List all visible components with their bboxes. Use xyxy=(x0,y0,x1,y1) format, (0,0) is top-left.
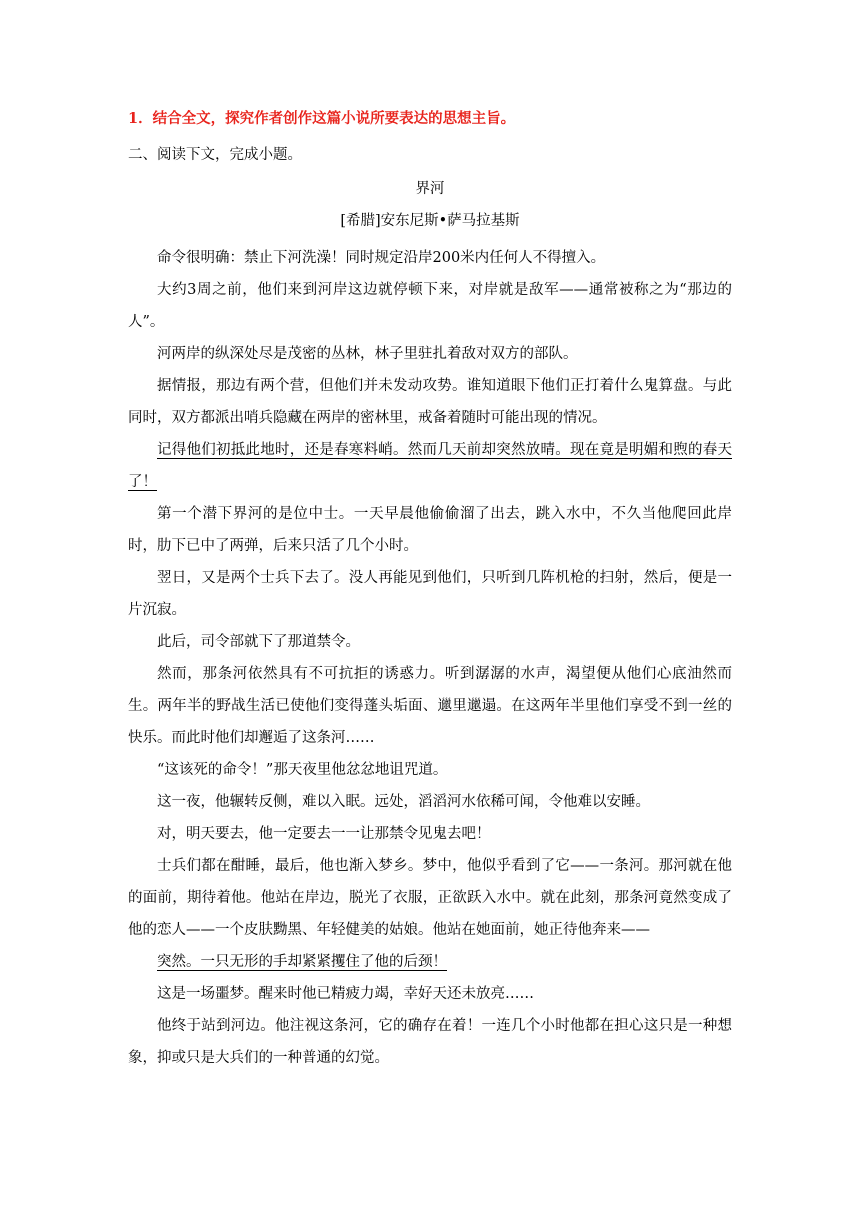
story-paragraph-text: 河两岸的纵深处尽是茂密的丛林，林子里驻扎着敌对双方的部队。 xyxy=(157,346,578,362)
story-paragraph xyxy=(128,338,732,370)
story-paragraph-text: 这一夜，他辗转反侧，难以入眠。远处，滔滔河水依稀可闻，令他难以安睡。 xyxy=(157,794,650,810)
story-body xyxy=(128,242,732,1074)
story-paragraph xyxy=(128,626,732,658)
story-paragraph xyxy=(128,850,732,946)
story-paragraph-text: 翌日，又是两个士兵下去了。没人再能见到他们，只听到几阵机枪的扫射，然后，便是一片沉寂。 xyxy=(128,570,732,618)
story-paragraph-text: 第一个潜下界河的是位中士。一天早晨他偷偷溜了出去，跳入水中，不久当他爬回此岸时，肋下已中了两弹，后来只活了几个小时。 xyxy=(128,506,732,554)
story-paragraph xyxy=(128,370,732,434)
story-paragraph-text: 士兵们都在酣睡，最后，他也渐入梦乡。梦中，他似乎看到了它——一条河。那河就在他的面前，期待着他。他站在岸边，脱光了衣服，正欲跃入水中。就在此刻，那条河竟然变成了他的恋人——一个皮肤黝黑、年轻健美的姑娘。他站在她面前，她正待他奔来—— xyxy=(128,858,732,938)
story-paragraph xyxy=(128,562,732,626)
story-paragraph xyxy=(128,242,732,274)
story-paragraph xyxy=(128,498,732,562)
story-title: 界河 xyxy=(415,181,445,197)
story-paragraph-text: 命令很明确：禁止下河洗澡！同时规定沿岸200米内任何人不得擅入。 xyxy=(157,250,606,266)
story-paragraph xyxy=(128,434,732,498)
section-heading: 二、阅读下文，完成小题。 xyxy=(128,147,302,163)
story-author: [希腊]安东尼斯•萨马拉基斯 xyxy=(340,213,520,229)
story-paragraph xyxy=(128,754,732,786)
story-paragraph-text: 他终于站到河边。他注视这条河，它的确存在着！一连几个小时他都在担心这只是一种想象，抑或只是大兵们的一种普通的幻觉。 xyxy=(128,1018,732,1066)
question-1: 1．结合全文，探究作者创作这篇小说所要表达的思想主旨。 xyxy=(128,110,516,127)
story-paragraph xyxy=(128,658,732,754)
story-paragraph-text: 此后，司令部就下了那道禁令。 xyxy=(157,634,360,650)
story-paragraph-text: 大约3周之前，他们来到河岸这边就停顿下来，对岸就是敌军——通常被称之为“那边的人”。 xyxy=(128,282,732,330)
story-paragraph xyxy=(128,818,732,850)
story-paragraph-text: 突然。一只无形的手却紧紧攫住了他的后颈！ xyxy=(157,954,447,970)
story-paragraph xyxy=(128,1010,732,1074)
story-paragraph-text: “这该死的命令！”那天夜里他忿忿地诅咒道。 xyxy=(157,762,448,778)
story-paragraph xyxy=(128,978,732,1010)
story-paragraph xyxy=(128,274,732,338)
story-paragraph-text: 对，明天要去，他一定要去一一让那禁令见鬼去吧！ xyxy=(157,826,491,842)
story-paragraph-text: 记得他们初抵此地时，还是春寒料峭。然而几天前却突然放晴。现在竟是明媚和煦的春天了！ xyxy=(128,442,732,490)
story-paragraph xyxy=(128,946,732,978)
story-paragraph-text: 据情报，那边有两个营，但他们并未发动攻势。谁知道眼下他们正打着什么鬼算盘。与此同时，双方都派出哨兵隐藏在两岸的密林里，戒备着随时可能出现的情况。 xyxy=(128,378,732,426)
story-paragraph-text: 这是一场噩梦。醒来时他已精疲力竭，幸好天还未放亮…… xyxy=(157,986,534,1002)
story-paragraph xyxy=(128,786,732,818)
story-paragraph-text: 然而，那条河依然具有不可抗拒的诱惑力。听到潺潺的水声，渴望便从他们心底油然而生。两年半的野战生活已使他们变得蓬头垢面、邋里邋遢。在这两年半里他们享受不到一丝的快乐。而此时他们却邂逅了这条河…… xyxy=(128,666,732,746)
